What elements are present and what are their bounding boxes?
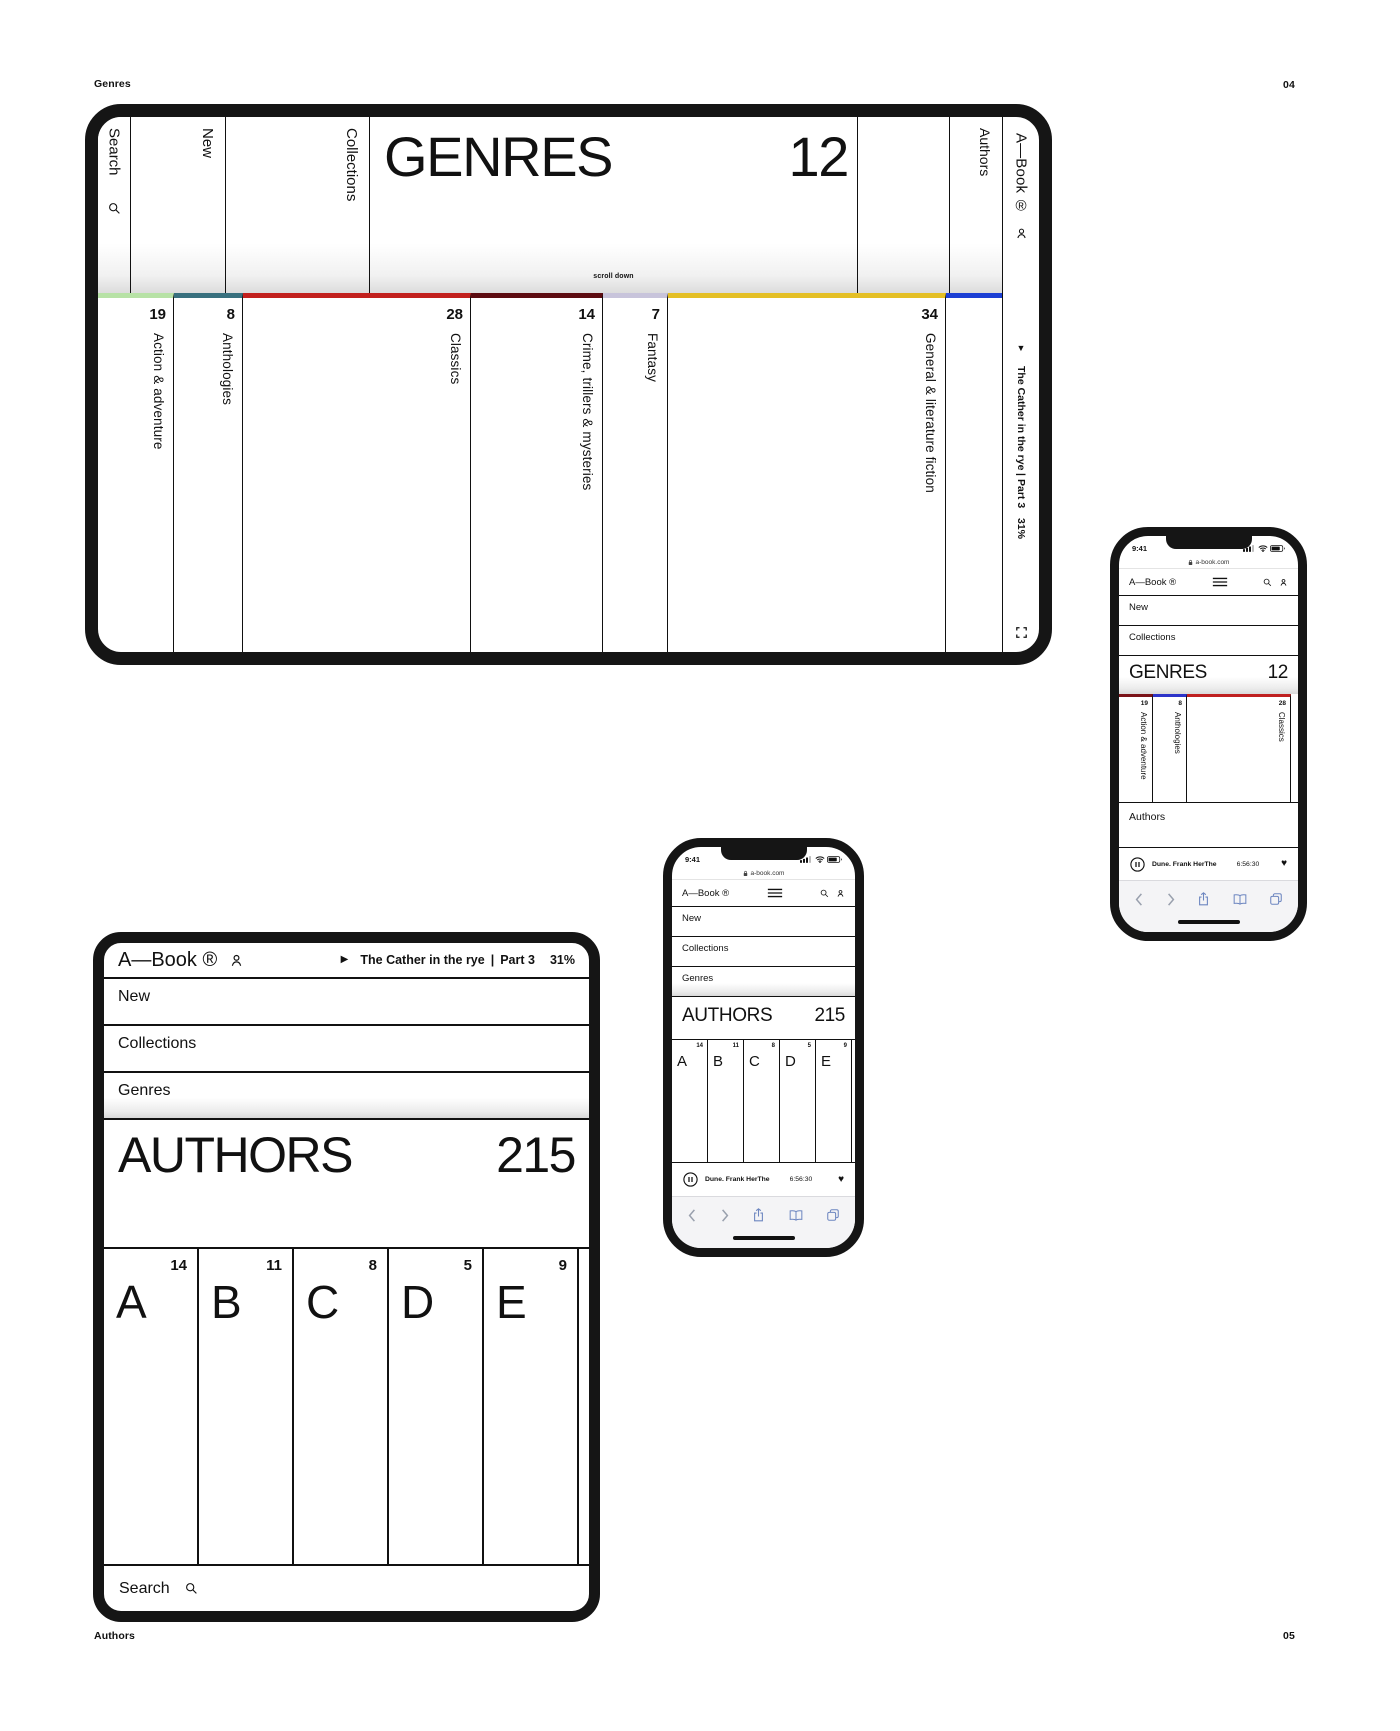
genre-columns <box>98 293 1002 652</box>
genre-column-action-adventure[interactable] <box>98 293 174 652</box>
genre-column-partial <box>1291 694 1298 802</box>
phone-notch <box>721 847 807 860</box>
separator: | <box>1015 473 1027 476</box>
authors-label: Authors <box>977 128 993 177</box>
genre-columns <box>1119 694 1298 803</box>
url-text: a-book.com <box>1195 558 1230 566</box>
genre-label: General & literature fiction <box>923 333 938 493</box>
letter-count: 8 <box>771 1043 775 1049</box>
letter-label: A <box>677 1053 688 1070</box>
nav-item-collections[interactable]: Collections <box>1119 626 1298 656</box>
battery-icon <box>827 856 842 863</box>
nav-item-search[interactable] <box>98 117 131 293</box>
menu-icon[interactable] <box>767 888 783 898</box>
audio-player-bar <box>672 1163 855 1196</box>
now-playing <box>1015 366 1027 540</box>
pause-icon[interactable] <box>1130 857 1145 872</box>
letter-column-c[interactable] <box>294 1249 389 1564</box>
progress-percent: 31% <box>1015 518 1027 540</box>
status-time: 9:41 <box>1132 544 1148 553</box>
genre-column-action-adventure[interactable] <box>1119 694 1153 802</box>
letter-column-partial <box>852 1040 857 1162</box>
scroll-down-hint: scroll down <box>593 273 634 280</box>
letter-column-a[interactable] <box>104 1249 199 1564</box>
letter-label: D <box>401 1276 435 1328</box>
authors-count: 215 <box>814 1005 845 1026</box>
search-label: Search <box>119 1579 170 1597</box>
letter-count: 14 <box>170 1257 187 1274</box>
letter-label: B <box>713 1053 724 1070</box>
authors-count: 215 <box>496 1127 575 1183</box>
back-icon[interactable] <box>688 1209 696 1222</box>
status-time: 9:41 <box>685 855 701 864</box>
desktop-browser-mockup <box>85 104 1052 665</box>
play-icon[interactable]: ▶ <box>340 954 349 965</box>
now-playing-part: Part 3 <box>500 953 535 967</box>
account-icon[interactable] <box>1279 578 1288 587</box>
browser-toolbar <box>672 1196 855 1248</box>
letter-column-c[interactable] <box>744 1040 780 1162</box>
now-playing-time: 6:56:30 <box>789 1176 813 1183</box>
account-icon[interactable] <box>836 889 845 898</box>
letter-column-partial <box>579 1249 591 1564</box>
genre-column-crime[interactable] <box>471 293 603 652</box>
genres-count: 12 <box>788 125 848 188</box>
genre-label: Anthologies <box>220 333 235 406</box>
forward-icon[interactable] <box>721 1209 729 1222</box>
heart-icon[interactable]: ♥ <box>1281 858 1287 869</box>
audio-player-bar <box>1119 847 1298 880</box>
genre-column-anthologies[interactable] <box>1153 694 1187 802</box>
pause-icon[interactable] <box>683 1172 698 1187</box>
page-title: GENRES <box>1129 662 1207 683</box>
page-number-bottom: 05 <box>1283 1630 1295 1642</box>
nav-item-authors[interactable]: Authors <box>1129 811 1166 823</box>
letter-column-a[interactable] <box>672 1040 708 1162</box>
page-label-genres: Genres <box>94 78 131 90</box>
home-indicator[interactable] <box>1178 920 1240 924</box>
now-playing-title: The Cather in the rye <box>360 953 485 967</box>
new-label: New <box>199 128 216 159</box>
phone-header <box>672 880 855 907</box>
letter-label: E <box>496 1276 527 1328</box>
genre-label: Crime, trillers & mysteries <box>580 333 595 491</box>
page-title: AUTHORS <box>118 1127 352 1183</box>
desktop-header <box>98 117 1002 293</box>
genre-column-general-fiction[interactable] <box>668 293 946 652</box>
lock-icon <box>1188 559 1193 566</box>
genre-count: 19 <box>1140 700 1148 707</box>
letter-count: 14 <box>696 1043 703 1049</box>
bookmarks-icon[interactable] <box>1233 894 1247 905</box>
nav-item-collections[interactable]: Collections <box>104 1026 589 1073</box>
audio-player-bar <box>341 953 575 967</box>
phone-mockup-authors <box>663 838 864 1257</box>
letter-column-e[interactable] <box>816 1040 852 1162</box>
genre-count: 19 <box>149 306 166 323</box>
genre-column-classics[interactable] <box>1187 694 1291 802</box>
search-bar[interactable] <box>104 1564 589 1611</box>
letter-count: 9 <box>843 1043 847 1049</box>
genre-count: 8 <box>226 306 235 323</box>
share-icon[interactable] <box>753 1208 764 1222</box>
letter-count: 5 <box>463 1257 472 1274</box>
now-playing-title: Dune. Frank HerThe <box>1152 860 1217 868</box>
now-playing-part: Part 3 <box>1015 478 1027 509</box>
search-icon <box>185 1582 198 1595</box>
nav-item-new[interactable]: New <box>104 979 589 1026</box>
genre-label: Anthologies <box>1173 712 1182 754</box>
browser-toolbar <box>1119 880 1298 932</box>
nav-item-new[interactable]: New <box>672 907 855 937</box>
brand-logo[interactable]: A—Book ® <box>682 887 730 899</box>
home-indicator[interactable] <box>733 1236 795 1240</box>
nav-item-authors[interactable] <box>950 117 1002 293</box>
nav-item-collections[interactable]: Collections <box>672 937 855 967</box>
account-icon[interactable] <box>1015 227 1028 240</box>
phone-notch <box>1166 536 1252 549</box>
tablet-mockup-authors <box>93 932 600 1622</box>
tablet-header <box>104 943 589 979</box>
letter-column-b[interactable] <box>199 1249 294 1564</box>
now-playing-title: The Cather in the rye <box>1015 365 1027 471</box>
letter-label: C <box>306 1276 340 1328</box>
genre-count: 28 <box>1278 700 1286 707</box>
letter-count: 8 <box>368 1257 377 1274</box>
genre-count: 8 <box>1178 700 1182 707</box>
authors-title-row <box>104 1120 589 1249</box>
nav-item-genres[interactable]: Genres <box>672 967 855 997</box>
genre-label: Fantasy <box>645 333 660 382</box>
tabs-icon[interactable] <box>1270 893 1282 905</box>
letter-count: 11 <box>266 1257 282 1274</box>
genre-count: 34 <box>921 306 938 323</box>
letter-label: E <box>821 1053 832 1070</box>
separator: | <box>490 953 495 967</box>
letter-label: A <box>116 1276 147 1328</box>
brand-logo[interactable]: A—Book ® <box>1129 576 1177 588</box>
genre-column-anthologies[interactable] <box>174 293 243 652</box>
wifi-icon <box>1258 545 1268 552</box>
bookmarks-icon[interactable] <box>789 1210 803 1221</box>
letter-column-d[interactable] <box>780 1040 816 1162</box>
title-column <box>370 117 858 293</box>
letter-label: D <box>785 1053 796 1070</box>
wifi-icon <box>815 856 825 863</box>
share-icon[interactable] <box>1198 892 1209 906</box>
progress-percent: 31% <box>549 953 575 967</box>
letter-column-b[interactable] <box>708 1040 744 1162</box>
genre-count: 28 <box>446 306 463 323</box>
back-icon[interactable] <box>1135 893 1143 906</box>
now-playing-time: 6:56:30 <box>1236 860 1260 868</box>
letter-columns <box>104 1249 589 1564</box>
genre-label: Classics <box>448 333 463 385</box>
genre-column-partial[interactable] <box>946 293 1002 652</box>
genre-count: 14 <box>578 306 595 323</box>
genre-count: 7 <box>651 306 660 323</box>
page-number-top: 04 <box>1283 79 1295 91</box>
search-label: Search <box>105 128 123 176</box>
desktop-right-sidebar <box>1002 117 1039 652</box>
page-label-authors: Authors <box>94 1630 135 1642</box>
letter-column-d[interactable] <box>389 1249 484 1564</box>
search-icon[interactable] <box>108 202 121 215</box>
nav-item-genres[interactable]: Genres <box>104 1073 589 1120</box>
page-title: AUTHORS <box>682 1005 773 1026</box>
brand-logo[interactable]: A—Book ® <box>1012 133 1030 215</box>
genres-title-row <box>1119 656 1298 694</box>
genres-count: 12 <box>1267 662 1288 683</box>
authors-title-row <box>672 997 855 1039</box>
genre-label: Action & adventure <box>151 333 166 450</box>
search-icon[interactable] <box>820 889 829 898</box>
fullscreen-icon[interactable] <box>1016 627 1027 638</box>
nav-item-new[interactable]: New <box>1119 596 1298 626</box>
letter-label: B <box>211 1276 242 1328</box>
now-playing-title: Dune. Frank HerThe <box>705 1176 770 1183</box>
battery-icon <box>1270 545 1285 552</box>
letter-count: 5 <box>807 1043 811 1049</box>
genre-column-classics[interactable] <box>243 293 471 652</box>
genre-label: Action & adventure <box>1139 712 1148 780</box>
tabs-icon[interactable] <box>827 1209 839 1221</box>
heart-icon[interactable]: ♥ <box>838 1173 844 1185</box>
collections-label: Collections <box>343 128 360 202</box>
play-icon[interactable]: ▼ <box>1016 342 1026 353</box>
account-icon[interactable] <box>229 953 244 968</box>
forward-icon[interactable] <box>1167 893 1175 906</box>
genre-label: Classics <box>1277 712 1286 742</box>
lock-icon <box>743 870 748 877</box>
url-text: a-book.com <box>750 869 785 877</box>
search-icon[interactable] <box>1263 578 1272 587</box>
header-spacer-column <box>858 117 950 293</box>
letter-count: 11 <box>732 1043 739 1049</box>
nav-item-collections[interactable] <box>226 117 370 293</box>
desktop-content <box>98 117 1002 652</box>
phone-header <box>1119 569 1298 596</box>
page-title: GENRES <box>384 125 613 188</box>
letter-column-e[interactable] <box>484 1249 579 1564</box>
url-bar[interactable] <box>672 867 855 880</box>
brand-logo[interactable]: A—Book ® <box>118 948 218 971</box>
letter-label: C <box>749 1053 760 1070</box>
menu-icon[interactable] <box>1212 577 1228 587</box>
letter-columns <box>672 1039 855 1163</box>
letter-count: 9 <box>558 1257 567 1274</box>
url-bar[interactable] <box>1119 556 1298 569</box>
genre-column-fantasy[interactable] <box>603 293 668 652</box>
phone-mockup-genres <box>1110 527 1307 941</box>
nav-item-new[interactable] <box>131 117 226 293</box>
